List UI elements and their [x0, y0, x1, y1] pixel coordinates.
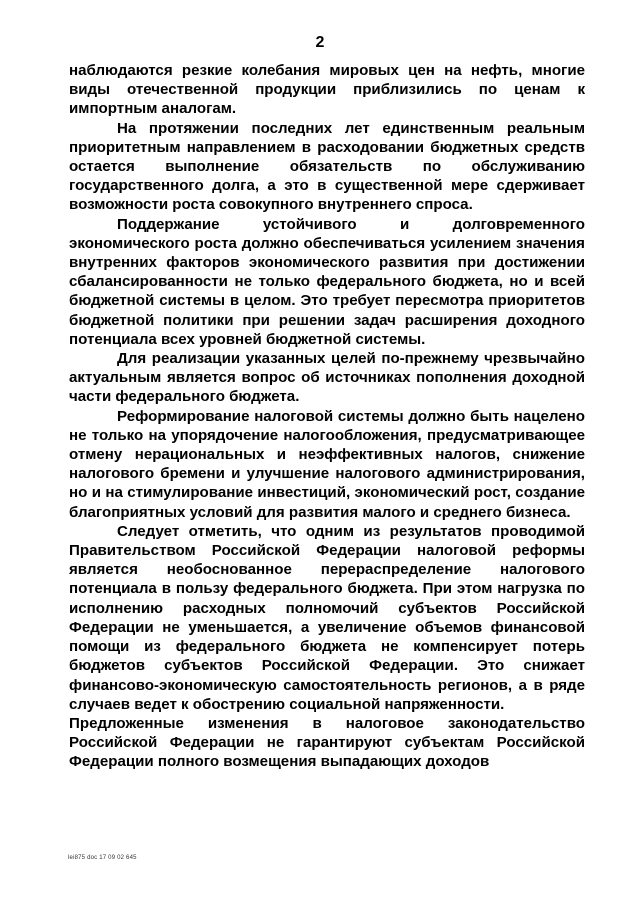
- paragraph-6: Следует отметить, что одним из результатов проводимой Правительством Российской Федерации налоговой реформы является необоснованное перераспределение налогового потенциала в пользу федерального бюджета. При этом нагрузка по исполнению расходных полномочий субъектов Российской Федерации не уменьшается, а увеличение объемов финансовой помощи из федерального бюджета не компенсирует потерь бюджетов субъектов Российской Федерации. Это снижает финансово-экономическую самостоятельность регионов, а в ряде случаев ведет к обострению социальной напряженности.: [69, 522, 585, 713]
- page-number: 2: [315, 34, 325, 51]
- paragraph-7: Предложенные изменения в налоговое законодательство Российской Федерации не гарантируют субъектам Российской Федерации полного возмещения выпадающих доходов: [69, 714, 585, 771]
- paragraph-3: Поддержание устойчивого и долговременного экономического роста должно обеспечиваться усилением значения внутренних факторов экономического развития при достижении сбалансированности не только федерального бюджета, но и всей бюджетной системы в целом. Это требует пересмотра приоритетов бюджетной политики при решении задач расширения доходного потенциала всех уровней бюджетной системы.: [69, 215, 585, 348]
- document-body: [69, 61, 585, 772]
- paragraph-1: наблюдаются резкие колебания мировых цен на нефть, многие виды отечественной продукции приблизились по ценам к импортным аналогам.: [69, 62, 585, 118]
- paragraph-4: Для реализации указанных целей по-прежнему чрезвычайно актуальным является вопрос об источниках пополнения доходной части федерального бюджета.: [69, 350, 585, 406]
- paragraph-2: На протяжении последних лет единственным реальным приоритетным направлением в расходовании бюджетных средств остается выполнение обязательств по обслуживанию государственного долга, а это в существенной мере сдерживает возможности роста совокупного внутреннего спроса.: [69, 119, 585, 214]
- footer-file-info: lei875 doc 17 09 02 645: [68, 855, 137, 861]
- paragraph-5: Реформирование налоговой системы должно быть нацелено не только на упорядочение налогообложения, предусматривающее отмену нерациональных и неэффективных налогов, снижение налогового бремени и улучшение налогового администрирования, но и на стимулирование инвестиций, экономический рост, создание благоприятных условий для развития малого и среднего бизнеса.: [69, 407, 585, 521]
